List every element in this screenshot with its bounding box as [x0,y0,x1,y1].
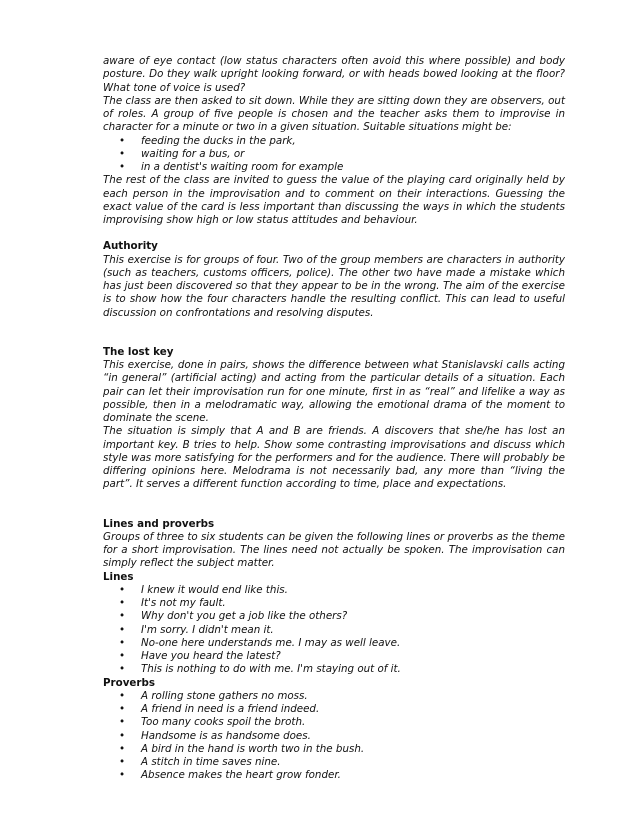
list-item-text: A stitch in time saves nine. [141,756,281,768]
document-page [103,55,565,783]
list-item-text: I'm sorry. I didn't mean it. [141,623,274,636]
bullet-icon: • [119,650,126,662]
bullet-icon: • [119,689,126,702]
list-item [103,650,565,663]
bullet-icon: • [119,134,126,147]
list-item-text: I knew it would end like this. [141,583,288,596]
list-item [103,769,565,782]
bullet-icon: • [119,729,126,742]
list-item-text: Have you heard the latest? [141,650,281,662]
list-item-text: It's not my fault. [141,597,226,609]
lost-key-paragraph-2: The situation is simply that A and B are friends. A discovers that she/he has lost an important key. B tries to help. Show some contrasting improvisations and discuss which style was more satisfying for the performers and for the audience. There will probably be differing opinions here. Melodrama is not necessarily bad, any more than “living the part”. It serves a different function according to time, place and expectations. [103,425,565,491]
list-item [103,624,565,637]
bullet-icon: • [119,663,126,676]
lines-list [103,584,565,677]
bullet-icon: • [119,147,126,160]
list-item [103,703,565,716]
list-item [103,663,565,676]
list-item-text: A friend in need is a friend indeed. [141,703,320,715]
intro-paragraph-3: The rest of the class are invited to guess the value of the playing card originally held by each person in the improvisation and to comment on their interactions. Guessing the exact value of the card is less important than discussing the ways in which the students improvising show high or low status attitudes and behaviour. [103,174,565,226]
list-item-text: Handsome is as handsome does. [141,729,311,742]
list-item [103,597,565,610]
bullet-icon: • [119,597,126,609]
list-item-text: A bird in the hand is worth two in the bush. [141,742,365,755]
list-item [103,690,565,703]
list-item [103,730,565,743]
lines-proverbs-paragraph: Groups of three to six students can be given the following lines or proverbs as the theme for a short improvisation. The lines need not actually be spoken. The improvisation can simply reflect the subject matter. [103,530,565,570]
list-item [103,756,565,769]
list-item [103,743,565,756]
list-item-text: feeding the ducks in the park, [141,134,296,147]
lost-key-heading: The lost key [103,345,174,358]
authority-paragraph: This exercise is for groups of four. Two of the group members are characters in authority (such as teachers, customs officers, police). The other two have made a mistake which has just been discovered so that they appear to be in the wrong. The aim of the exercise is to show how the four characters handle the resulting conflict. This can lead to useful discussion on confrontations and resolving disputes. [103,253,565,319]
bullet-icon: • [119,703,126,715]
list-item [103,584,565,597]
bullet-icon: • [119,756,126,768]
list-item-text: in a dentist's waiting room for example [141,161,344,173]
bullet-icon: • [119,742,126,755]
list-item-text: A rolling stone gathers no moss. [141,689,308,702]
list-item-text: No-one here understands me. I may as well leave. [141,636,401,649]
intro-paragraph-1: aware of eye contact (low status characters often avoid this where possible) and body posture. Do they walk upright looking forward, or with heads bowed looking at the floor? What tone of voice is used? [103,55,565,94]
list-item-text: This is nothing to do with me. I'm staying out of it. [141,663,401,676]
authority-heading: Authority [103,240,158,253]
intro-paragraph-2: The class are then asked to sit down. While they are sitting down they are observers, out of roles. A group of five people is chosen and the teacher asks them to improvise in character for a minute or two in a given situation. Suitable situations might be: [103,94,565,134]
list-item [103,610,565,623]
list-item-text: Why don't you get a job like the others? [141,610,348,623]
bullet-icon: • [119,769,126,782]
list-item-text: Too many cooks spoil the broth. [141,716,306,729]
list-item [103,161,565,174]
list-item [103,716,565,729]
situations-list [103,135,565,175]
bullet-icon: • [119,161,126,173]
bullet-icon: • [119,623,126,636]
bullet-icon: • [119,583,126,596]
list-item-text: waiting for a bus, or [141,147,245,160]
lines-proverbs-heading: Lines and proverbs [103,517,215,530]
list-item [103,148,565,161]
list-item [103,135,565,148]
bullet-icon: • [119,716,126,729]
list-item-text: Absence makes the heart grow fonder. [141,769,341,782]
lines-heading: Lines [103,570,134,583]
list-item [103,637,565,650]
proverbs-list [103,690,565,783]
proverbs-heading: Proverbs [103,676,155,689]
bullet-icon: • [119,636,126,649]
bullet-icon: • [119,610,126,623]
lost-key-paragraph-1: This exercise, done in pairs, shows the difference between what Stanislavski calls acting “in general” (artificial acting) and acting from the particular details of a situation. Each pair can let their improvisation run for one minute, first in as “real” and lifelike a way as possible, then in a melodramatic way, allowing the emotional drama of the moment to dominate the scene. [103,359,565,424]
